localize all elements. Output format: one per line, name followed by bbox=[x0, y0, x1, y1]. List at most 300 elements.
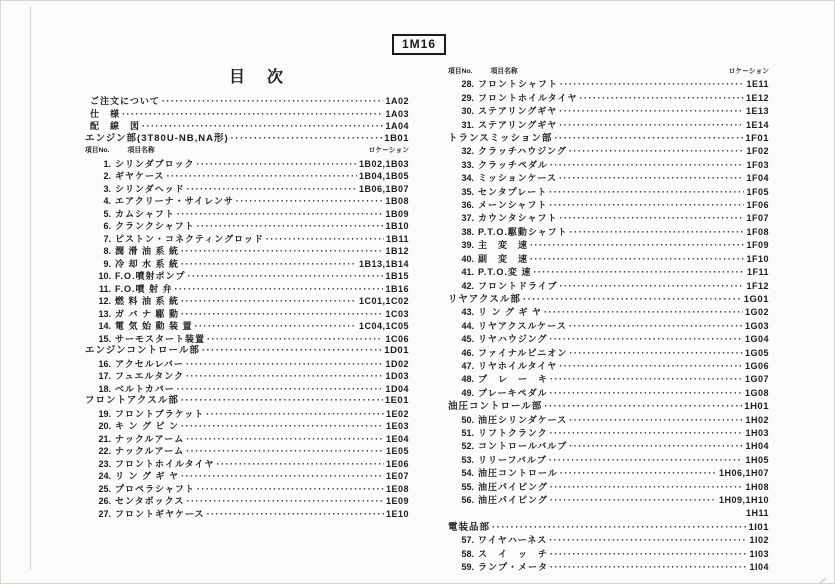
dotted-leader bbox=[550, 387, 743, 400]
dotted-leader bbox=[181, 245, 383, 258]
entry-location: 1H09,1H10 1H11 bbox=[718, 495, 769, 519]
header-item-no: 項目No. bbox=[85, 147, 110, 154]
entry-number: 13. bbox=[98, 308, 111, 319]
entry-title: アクセルレバー bbox=[115, 358, 184, 369]
toc-entry-row bbox=[448, 454, 769, 467]
toc-section-row bbox=[448, 400, 769, 413]
toc-entry-row bbox=[85, 470, 409, 483]
entry-title: キ ン グ ピ ン bbox=[115, 421, 180, 431]
entry-number: 21. bbox=[98, 433, 111, 444]
entry-location: 1I03 bbox=[749, 548, 769, 559]
entry-title: フロントギヤケース bbox=[115, 508, 205, 519]
toc-entry-row bbox=[448, 347, 769, 360]
entry-title: センタプレート bbox=[478, 186, 548, 197]
header-item-name: 項目名称 bbox=[127, 147, 155, 154]
entry-title: F.O.噴 射 弁 bbox=[115, 283, 173, 294]
toc-entry-row bbox=[448, 92, 769, 105]
entry-location: 1E07 bbox=[385, 471, 409, 481]
entry-title: 仕 様 bbox=[90, 108, 121, 119]
entry-title: P.T.O.変 速 bbox=[478, 267, 532, 278]
dotted-leader bbox=[559, 212, 744, 225]
entry-location: 1C01,1C02 bbox=[358, 296, 409, 306]
entry-number: 14. bbox=[98, 321, 111, 331]
dotted-leader bbox=[559, 360, 743, 373]
entry-number: 25. bbox=[98, 483, 111, 494]
entry-location: 1H05 bbox=[745, 454, 769, 465]
toc-entry-row bbox=[448, 186, 769, 199]
entry-location: 1F11 bbox=[746, 267, 769, 278]
entry-location: 1C03 bbox=[385, 308, 409, 319]
toc-entry-row bbox=[448, 212, 769, 225]
entry-location: 1B02,1B03 bbox=[358, 158, 409, 169]
entry-location: 1A02 bbox=[385, 96, 409, 106]
entry-location: 1E06 bbox=[385, 458, 409, 469]
entry-number: 29. bbox=[461, 92, 474, 103]
dotted-leader bbox=[181, 295, 357, 308]
toc-section-row bbox=[85, 133, 409, 146]
dotted-leader bbox=[207, 333, 383, 346]
dotted-leader bbox=[549, 186, 744, 199]
entry-location: 1B01 bbox=[384, 132, 409, 144]
entry-title: リ ン グ ギ ヤ bbox=[478, 307, 543, 318]
dotted-leader bbox=[197, 483, 384, 496]
entry-location: 1F12 bbox=[746, 280, 769, 291]
toc-entry-row bbox=[448, 373, 769, 386]
toc-entry-row bbox=[448, 534, 769, 547]
entry-number: 58. bbox=[461, 548, 474, 559]
entry-location: 1D03 bbox=[385, 371, 409, 381]
dotted-leader bbox=[550, 427, 744, 440]
entry-location: 1H01 bbox=[744, 401, 769, 413]
entry-number: 10. bbox=[98, 271, 111, 281]
toc-entry-row bbox=[85, 208, 409, 221]
entry-number: 9. bbox=[103, 258, 111, 269]
entry-title: カムシャフト bbox=[115, 208, 175, 219]
toc-entry-row bbox=[85, 495, 409, 508]
toc-entry-row bbox=[85, 383, 409, 396]
entry-title: フロントドライブ bbox=[478, 280, 558, 291]
header-location: ロケーション bbox=[368, 147, 409, 154]
entry-number: 23. bbox=[98, 458, 111, 469]
dotted-leader bbox=[560, 78, 745, 91]
entry-number: 44. bbox=[461, 320, 474, 331]
toc-section-row bbox=[448, 132, 769, 145]
entry-title: エンジン部(3T80U-NB,NA形) bbox=[85, 132, 229, 144]
entry-location: 1B12 bbox=[385, 246, 409, 256]
entry-location: 1F05 bbox=[746, 186, 769, 197]
entry-location: 1E03 bbox=[385, 421, 409, 431]
entry-location: 1F03 bbox=[746, 159, 769, 170]
dotted-leader bbox=[544, 306, 743, 319]
document-code: 1M16 bbox=[402, 37, 437, 51]
entry-title: フロントアクスル部 bbox=[85, 395, 179, 406]
toc-entry-row bbox=[85, 320, 409, 333]
entry-title: 燃 料 油 系 統 bbox=[115, 296, 180, 306]
dotted-leader bbox=[530, 239, 744, 252]
entry-number: 40. bbox=[461, 253, 474, 264]
dotted-leader bbox=[181, 420, 384, 433]
entry-location: 1F01 bbox=[745, 133, 769, 145]
toc-entry-row bbox=[85, 308, 409, 321]
entry-title: フロントホイルタイヤ bbox=[115, 458, 215, 469]
entry-number: 18. bbox=[98, 383, 111, 394]
toc-entry-row bbox=[448, 172, 769, 185]
toc-entry-row bbox=[85, 333, 409, 346]
entry-location: 1B15 bbox=[385, 271, 409, 281]
toc-entry-row bbox=[448, 333, 769, 346]
entry-title: 冷 却 水 系 統 bbox=[115, 258, 180, 269]
entry-title: メーンシャフト bbox=[478, 200, 548, 211]
entry-location: 1E13 bbox=[745, 106, 769, 117]
toc-entry-row bbox=[85, 95, 409, 108]
dotted-leader bbox=[550, 159, 745, 172]
entry-location: 1E01 bbox=[384, 395, 409, 406]
dotted-leader bbox=[181, 395, 383, 408]
entry-location: 1G02 bbox=[744, 307, 769, 318]
entry-location: 1E08 bbox=[385, 483, 409, 494]
toc-entry-row bbox=[85, 158, 409, 171]
entry-title: 油圧パイピング bbox=[478, 495, 548, 505]
entry-location-cont: 1H11 bbox=[745, 508, 769, 519]
dotted-leader bbox=[206, 408, 384, 421]
entry-location: 1F07 bbox=[746, 213, 769, 224]
entry-number: 43. bbox=[461, 307, 474, 318]
entry-title: ス イ ッ チ bbox=[478, 548, 549, 559]
toc-entry-row bbox=[85, 408, 409, 421]
entry-number: 46. bbox=[461, 347, 474, 358]
entry-location: 1H06,1H07 bbox=[718, 468, 769, 479]
entry-title: ナックルアーム bbox=[115, 433, 185, 444]
toc-entry-row bbox=[85, 183, 409, 196]
entry-title: カウンタシャフト bbox=[478, 213, 558, 224]
entry-location: 1H03 bbox=[745, 427, 769, 438]
toc-entry-row bbox=[85, 170, 409, 183]
entry-location: 1F10 bbox=[746, 253, 769, 264]
entry-location: 1B11 bbox=[385, 233, 409, 244]
entry-title: シリンダブロック bbox=[115, 158, 195, 169]
dotted-leader bbox=[569, 414, 743, 427]
toc-entry-row bbox=[448, 159, 769, 172]
entry-number: 6. bbox=[103, 221, 111, 231]
toc-entry-row bbox=[85, 295, 409, 308]
dotted-leader bbox=[550, 561, 747, 574]
column-header-row bbox=[448, 65, 769, 78]
entry-number: 33. bbox=[461, 159, 474, 170]
entry-number: 57. bbox=[461, 535, 474, 546]
entry-location: 1F09 bbox=[746, 240, 769, 251]
dotted-leader bbox=[177, 208, 384, 221]
entry-title: 油圧コントロール部 bbox=[448, 401, 543, 413]
entry-location: 1I04 bbox=[749, 562, 769, 573]
entry-number: 7. bbox=[103, 233, 111, 244]
entry-number: 30. bbox=[461, 106, 474, 117]
entry-location: 1H02 bbox=[745, 414, 769, 425]
entry-number: 59. bbox=[461, 562, 474, 573]
dotted-leader bbox=[533, 266, 745, 279]
entry-location: 1E02 bbox=[385, 408, 409, 419]
entry-location: 1G07 bbox=[744, 374, 769, 385]
entry-title: 電 気 始 動 装 置 bbox=[115, 321, 193, 331]
entry-location: 1D02 bbox=[385, 358, 409, 369]
page-corner-fold bbox=[797, 578, 826, 584]
entry-number: 16. bbox=[98, 358, 111, 369]
dotted-leader bbox=[186, 433, 384, 446]
entry-number: 22. bbox=[98, 446, 111, 456]
entry-location: 1D01 bbox=[384, 345, 409, 356]
dotted-leader bbox=[187, 495, 384, 508]
entry-title: ワイヤハーネス bbox=[478, 535, 548, 546]
entry-number: 45. bbox=[461, 334, 474, 345]
entry-number: 28. bbox=[461, 79, 474, 90]
toc-entry-row bbox=[85, 108, 409, 121]
dotted-leader bbox=[186, 358, 384, 371]
entry-number: 19. bbox=[98, 408, 111, 419]
dotted-leader bbox=[559, 280, 744, 293]
toc-entry-row bbox=[448, 440, 769, 453]
entry-number: 2. bbox=[103, 171, 111, 181]
entry-title: シリンダヘッド bbox=[115, 183, 185, 194]
entry-title: ギヤケース bbox=[115, 171, 165, 181]
toc-entry-row bbox=[448, 226, 769, 239]
entry-title: ご注文について bbox=[90, 96, 160, 106]
toc-entry-row bbox=[448, 199, 769, 212]
entry-title: フロントブラケット bbox=[115, 408, 205, 419]
toc-entry-row bbox=[448, 467, 769, 480]
toc-entry-row bbox=[448, 78, 769, 91]
toc-section-row bbox=[85, 395, 409, 408]
toc-entry-row bbox=[85, 233, 409, 246]
dotted-leader bbox=[549, 333, 743, 346]
dotted-leader bbox=[162, 95, 384, 108]
toc-entry-row bbox=[448, 481, 769, 494]
toc-entry-row bbox=[448, 360, 769, 373]
entry-title: サーモスタート装置 bbox=[115, 333, 206, 344]
entry-number: 53. bbox=[461, 454, 474, 465]
entry-location: 1D04 bbox=[385, 383, 409, 394]
entry-title: リヤアクスル部 bbox=[448, 293, 521, 305]
dotted-leader bbox=[550, 481, 744, 494]
entry-title: 配 線 図 bbox=[90, 121, 141, 131]
dotted-leader bbox=[216, 458, 384, 471]
entry-location: 1H08 bbox=[745, 481, 769, 492]
entry-title: クラッチハウジング bbox=[478, 146, 567, 157]
toc-entry-row bbox=[448, 427, 769, 440]
dotted-leader bbox=[550, 373, 743, 386]
toc-entry-row bbox=[85, 245, 409, 258]
dotted-leader bbox=[188, 270, 384, 283]
entry-title: 副 変 速 bbox=[478, 253, 529, 264]
dotted-leader bbox=[167, 170, 357, 183]
dotted-leader bbox=[544, 400, 742, 413]
dotted-leader bbox=[186, 445, 384, 458]
toc-entry-row bbox=[448, 387, 769, 400]
entry-title: クランクシャフト bbox=[115, 221, 195, 231]
entry-number: 38. bbox=[461, 226, 474, 237]
entry-location: 1F08 bbox=[746, 226, 769, 237]
toc-entry-row bbox=[85, 358, 409, 371]
entry-number: 42. bbox=[461, 280, 474, 291]
page-title: 目 次 bbox=[229, 69, 287, 86]
toc-entry-row bbox=[85, 120, 409, 133]
entry-number: 52. bbox=[461, 441, 474, 452]
dotted-leader bbox=[175, 283, 384, 296]
entry-number: 48. bbox=[461, 374, 474, 385]
entry-number: 3. bbox=[103, 183, 111, 194]
toc-entry-row bbox=[448, 320, 769, 333]
entry-location: 1A03 bbox=[385, 108, 409, 119]
entry-location: 1G08 bbox=[744, 387, 769, 398]
dotted-leader bbox=[560, 467, 717, 480]
entry-location: 1H04 bbox=[745, 441, 769, 452]
entry-title: リヤハウジング bbox=[478, 334, 548, 345]
toc-entry-row bbox=[448, 306, 769, 319]
entry-number: 51. bbox=[461, 427, 474, 438]
entry-location: 1F04 bbox=[746, 173, 769, 184]
entry-title: フロントシャフト bbox=[478, 79, 558, 90]
dotted-leader bbox=[569, 145, 745, 158]
entry-number: 47. bbox=[461, 360, 474, 371]
entry-title: ファイナルピニオン bbox=[478, 347, 568, 358]
dotted-leader bbox=[579, 92, 744, 105]
toc-entry-row bbox=[85, 258, 409, 271]
toc-entry-row bbox=[85, 458, 409, 471]
entry-location: 1B10 bbox=[385, 221, 409, 231]
toc-entry-row bbox=[448, 494, 769, 521]
entry-number: 54. bbox=[461, 468, 474, 479]
toc-entry-row bbox=[85, 270, 409, 283]
entry-title: フュエルタンク bbox=[115, 371, 185, 381]
header-location: ロケーション bbox=[728, 68, 769, 75]
entry-location: 1E11 bbox=[746, 79, 769, 90]
entry-location: 1E05 bbox=[385, 446, 409, 456]
dotted-leader bbox=[523, 293, 742, 306]
toc-entry-row bbox=[448, 239, 769, 252]
entry-title: 油圧パイピング bbox=[478, 481, 548, 492]
dotted-leader bbox=[569, 347, 743, 360]
entry-title: F.O.噴射ポンプ bbox=[115, 271, 186, 281]
entry-number: 17. bbox=[98, 371, 111, 381]
toc-column-right bbox=[448, 65, 769, 574]
header-item-name: 項目名称 bbox=[490, 68, 518, 75]
entry-number: 15. bbox=[98, 333, 111, 344]
dotted-leader bbox=[186, 370, 383, 383]
entry-number: 8. bbox=[103, 246, 111, 256]
entry-location: 1E14 bbox=[745, 119, 769, 130]
toc-entry-row bbox=[448, 253, 769, 266]
dotted-leader bbox=[530, 253, 744, 266]
entry-title: 主 変 速 bbox=[478, 240, 529, 251]
entry-location: 1B06,1B07 bbox=[358, 183, 409, 194]
dotted-leader bbox=[181, 258, 357, 271]
dotted-leader bbox=[236, 195, 384, 208]
dotted-leader bbox=[559, 119, 744, 132]
entry-title: エアクリーナ・サイレンサ bbox=[115, 196, 234, 206]
entry-title: ミッションケース bbox=[478, 173, 558, 184]
entry-title: 油圧コントロール bbox=[478, 468, 558, 479]
entry-location: 1B04,1B05 bbox=[358, 171, 409, 181]
toc-entry-row bbox=[448, 119, 769, 132]
toc-entry-row bbox=[448, 561, 769, 574]
toc-entry-row bbox=[85, 483, 409, 496]
entry-title: ピストン・コネクティングロッド bbox=[115, 233, 264, 244]
entry-number: 20. bbox=[98, 421, 111, 431]
header-item-no: 項目No. bbox=[448, 68, 473, 75]
entry-title: リリーフバルブ bbox=[478, 454, 547, 465]
dotted-leader bbox=[559, 105, 744, 118]
entry-location: 1B08 bbox=[385, 196, 409, 206]
entry-number: 12. bbox=[98, 296, 111, 306]
dotted-leader bbox=[231, 133, 383, 146]
entry-number: 1. bbox=[103, 158, 111, 169]
entry-location: 1A04 bbox=[385, 121, 409, 131]
column-header-row bbox=[85, 145, 409, 158]
toc-entry-row bbox=[85, 445, 409, 458]
entry-location: 1E04 bbox=[385, 433, 409, 444]
dotted-leader bbox=[569, 440, 743, 453]
entry-title: リフトクランク bbox=[478, 427, 548, 438]
dotted-leader bbox=[569, 320, 743, 333]
toc-entry-row bbox=[448, 266, 769, 279]
entry-title: ナックルアーム bbox=[115, 446, 185, 456]
toc-section-row bbox=[85, 345, 409, 358]
toc-entry-row bbox=[85, 370, 409, 383]
dotted-leader bbox=[570, 226, 745, 239]
toc-entry-row bbox=[85, 508, 409, 521]
entry-location: 1I02 bbox=[749, 535, 769, 546]
toc-entry-row bbox=[448, 280, 769, 293]
dotted-leader bbox=[177, 383, 384, 396]
entry-title: プロペラシャフト bbox=[115, 483, 195, 494]
dotted-leader bbox=[559, 172, 744, 185]
entry-title: ブ レ ー キ bbox=[478, 374, 549, 385]
entry-title: 油圧シリンダケース bbox=[478, 414, 568, 425]
document-code-box bbox=[392, 34, 446, 55]
entry-number: 27. bbox=[98, 508, 111, 519]
dotted-leader bbox=[554, 132, 743, 145]
dotted-leader bbox=[492, 521, 746, 534]
entry-title: ステアリングギヤ bbox=[478, 106, 558, 117]
entry-number: 24. bbox=[98, 471, 111, 481]
toc-entry-row bbox=[85, 195, 409, 208]
entry-number: 31. bbox=[461, 119, 474, 130]
entry-number: 5. bbox=[103, 208, 111, 219]
toc-entry-row bbox=[448, 414, 769, 427]
entry-title: ランプ・メータ bbox=[478, 562, 549, 573]
dotted-leader bbox=[549, 454, 744, 467]
dotted-leader bbox=[266, 233, 384, 246]
entry-location: 1G01 bbox=[743, 293, 769, 305]
entry-location: 1G03 bbox=[744, 320, 769, 331]
entry-number: 55. bbox=[461, 481, 474, 492]
dotted-leader bbox=[195, 320, 357, 333]
entry-title: フロントホイルタイヤ bbox=[478, 92, 578, 103]
entry-location: 1B16 bbox=[385, 283, 409, 294]
toc-entry-row bbox=[448, 548, 769, 561]
entry-number: 4. bbox=[103, 196, 111, 206]
entry-number: 32. bbox=[461, 146, 474, 157]
entry-title: ガ バ ナ 駆 動 bbox=[115, 308, 180, 319]
entry-title: ブレーキペダル bbox=[478, 387, 548, 398]
entry-title: ステアリングギヤ bbox=[478, 119, 558, 130]
dotted-leader bbox=[181, 470, 384, 483]
entry-location: 1I01 bbox=[748, 521, 769, 533]
dotted-leader bbox=[196, 158, 356, 171]
entry-location: 1F02 bbox=[746, 146, 769, 157]
dotted-leader bbox=[181, 308, 383, 321]
entry-number: 56. bbox=[461, 495, 474, 505]
toc-section-row bbox=[448, 521, 769, 534]
entry-location: 1B09 bbox=[385, 208, 409, 219]
